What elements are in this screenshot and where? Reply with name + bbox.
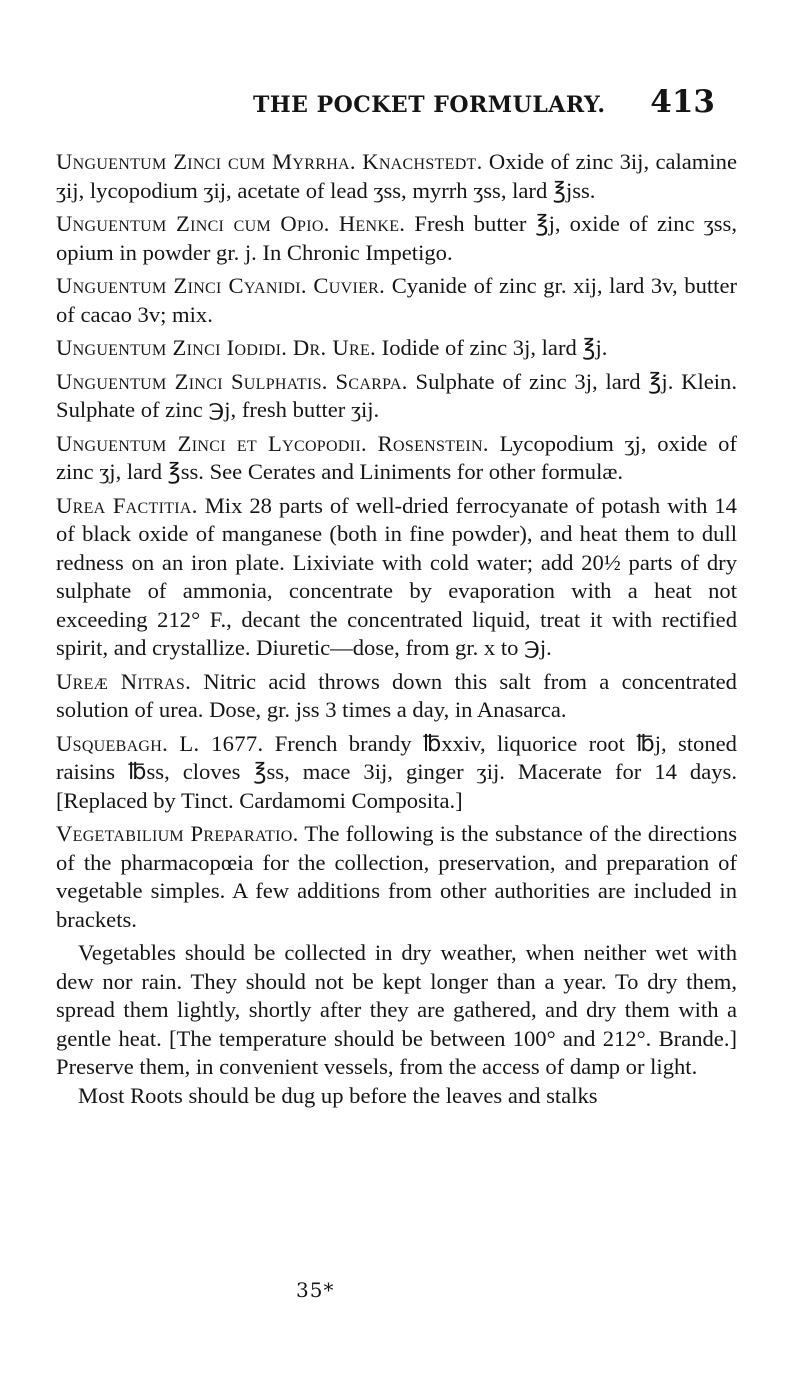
entry-head: Unguentum Zinci cum Myrrha.	[56, 149, 356, 174]
running-title: THE POCKET FORMULARY.	[253, 92, 606, 118]
entry-head: Unguentum Zinci cum Opio.	[56, 211, 330, 236]
entry-text: The following is the substance of the directions of the pharmacopœia for the collection, preservation, and preparation of vegetable simples. A few additions from other authorities are included in brackets.	[56, 821, 737, 932]
entry-text: Nitric acid throws down this salt from a concentrated solution of urea. Dose, gr. jss 3 times a day, in Anasarca.	[56, 668, 737, 722]
entry-text: French brandy ℔xxiv, liquorice root ℔j, stoned raisins ℔ss, cloves ℥ss, mace 3ij, ginger ʒij. Macerate for 14 days. [Replaced by Tinct. Cardamomi Composita.]	[56, 730, 737, 813]
page-header	[253, 84, 715, 126]
entry-head: Urea Factitia.	[56, 492, 198, 518]
entry-head: Unguentum Zinci et Lycopodii.	[56, 430, 367, 456]
entry	[56, 148, 737, 205]
entry	[56, 272, 737, 329]
entry-text: Cyanide of zinc gr. xij, lard 3v, butter of cacao 3v; mix.	[56, 273, 737, 327]
entry-head: Unguentum Zinci Cyanidi.	[56, 273, 307, 298]
body-text	[56, 148, 737, 1110]
entry-text: Sulphate of zinc 3j, lard ℥j. Klein. Sulphate of zinc ℈j, fresh butter ʒij.	[56, 368, 737, 422]
entry	[56, 334, 737, 363]
entry	[56, 668, 737, 725]
entry-authority: L. 1677.	[179, 730, 264, 756]
entry-authority: Knachstedt.	[362, 149, 483, 174]
paragraph: Most Roots should be dug up before the leaves and stalks	[78, 1082, 598, 1108]
entry-text: Iodide of zinc 3j, lard ℥j.	[381, 335, 608, 360]
paragraph: Vegetables should be collected in dry weather, when neither wet with dew nor rain. They should not be kept longer than a year. To dry them, spread them lightly, shortly after they are gathered, and dry them with a gentle heat. [The temperature should be between 100° and 212°. Brande.] Preserve them, in convenient vessels, from the access of damp or light.	[56, 940, 737, 1079]
entry-authority: Dr. Ure.	[292, 335, 377, 360]
entry-text: Lycopodium ʒj, oxide of zinc ʒj, lard ℥ss. See Cerates and Liniments for other formulæ.	[56, 430, 737, 484]
entry-authority: Cuvier.	[313, 273, 386, 298]
entry	[56, 492, 737, 663]
entry-text: Oxide of zinc 3ij, calamine ʒij, lycopodium ʒij, acetate of lead ʒss, myrrh ʒss, lard ℥jss.	[56, 149, 737, 203]
entry-head: Unguentum Zinci Sulphatis.	[56, 368, 328, 394]
entry	[56, 430, 737, 487]
entry	[56, 820, 737, 934]
entry-head: Vegetabilium Preparatio.	[56, 821, 299, 846]
entry-head: Unguentum Zinci Iodidi.	[56, 335, 288, 360]
entry-head: Usquebagh.	[56, 730, 169, 756]
entry-text: Fresh butter ℥j, oxide of zinc ʒss, opium in powder gr. j. In Chronic Impetigo.	[56, 211, 737, 265]
entry-head: Ureæ Nitras.	[56, 668, 192, 694]
entry	[56, 368, 737, 425]
entry	[56, 730, 737, 816]
signature-mark: 35*	[296, 1278, 335, 1302]
entry-text: Mix 28 parts of well-dried ferrocyanate of potash with 14 of black oxide of manganese (both in fine powder), and heat them to dull redness on an iron plate. Lixiviate with cold water; add 20½ parts of dry sulphate of ammonia, concentrate by evaporation with a heat not exceeding 212° F., decant the concentrated liquid, treat it with rectified spirit, and crystallize. Diuretic—dose, from gr. x to ℈j.	[56, 492, 737, 660]
entry-authority: Rosenstein.	[377, 430, 489, 456]
entry-authority: Henke.	[338, 211, 406, 236]
entry	[56, 210, 737, 267]
page-number: 413	[650, 84, 715, 120]
entry-authority: Scarpa.	[335, 368, 408, 394]
